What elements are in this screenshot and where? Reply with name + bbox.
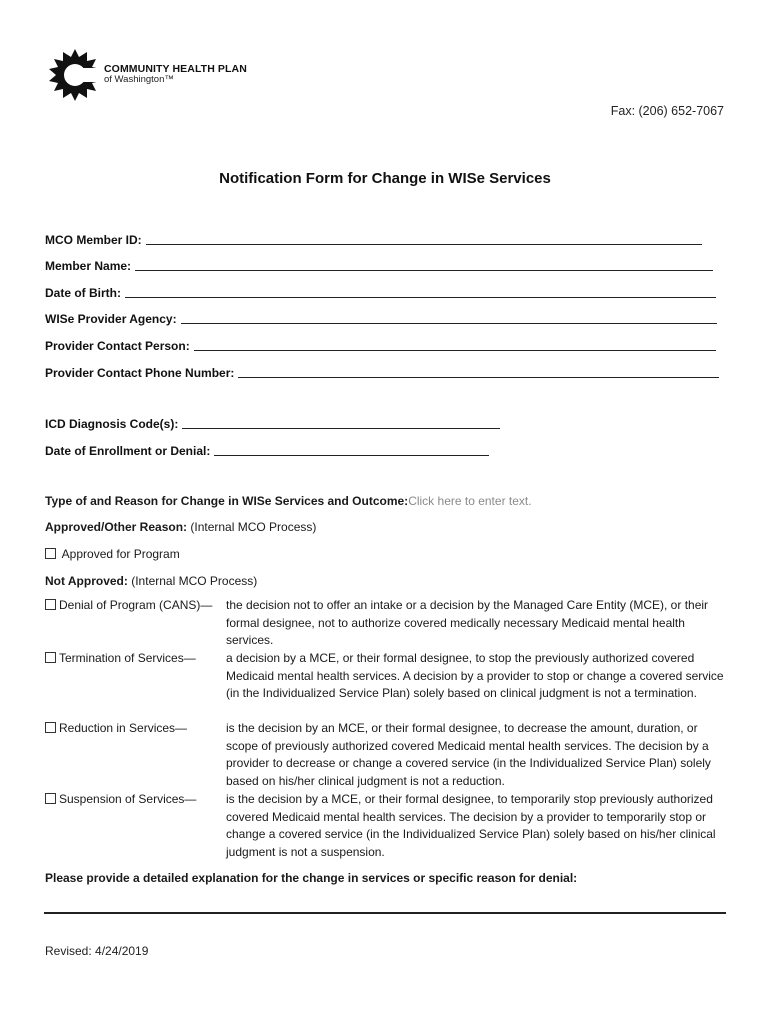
blank-line[interactable] — [214, 455, 489, 456]
denial-label: Denial of Program (CANS)— — [59, 598, 213, 612]
reduction-in-services-option[interactable] — [45, 721, 187, 735]
suspension-label: Suspension of Services— — [59, 792, 197, 806]
icd-diagnosis-code-field[interactable] — [45, 415, 500, 431]
denial-definition: the decision not to offer an intake or a decision by the Managed Care Entity (MCE), or their formal designee, not to authorize covered medically necessary Medicaid mental health services. — [226, 598, 709, 647]
suspension-definition: is the decision by a MCE, or their formal designee, to temporarily stop previously authorized covered Medicaid mental health services. The decision by a provider to temporarily stop or change a covered service (in the Individualized Service Plan) solely based on his/her clinical judgment is not a suspension. — [226, 792, 716, 859]
blank-line[interactable] — [238, 377, 719, 378]
field-label: Provider Contact Phone Number: — [45, 366, 235, 380]
provider-contact-person-field[interactable] — [45, 337, 716, 353]
blank-line[interactable] — [194, 350, 716, 351]
logo-wordmark — [104, 64, 247, 85]
field-label: Date of Enrollment or Denial: — [45, 444, 211, 458]
denial-of-program-option[interactable] — [45, 598, 212, 612]
approved-note: (Internal MCO Process) — [187, 520, 317, 534]
type-reason-label: Type of and Reason for Change in WISe Services and Outcome: — [45, 494, 409, 508]
suspension-checkbox[interactable] — [45, 793, 56, 804]
field-label: Date of Birth: — [45, 286, 121, 300]
reduction-label: Reduction in Services— — [59, 721, 188, 735]
approved-label: Approved/Other Reason: — [45, 520, 188, 534]
revised-date: Revised: 4/24/2019 — [45, 944, 149, 958]
denial-checkbox[interactable] — [45, 599, 56, 610]
explanation-prompt: Please provide a detailed explanation for the change in services or specific reason for denial: — [45, 871, 578, 885]
not-approved-heading — [45, 574, 257, 588]
blank-line[interactable] — [135, 270, 713, 271]
blank-line[interactable] — [182, 428, 500, 429]
blank-line[interactable] — [181, 323, 717, 324]
type-reason-input[interactable]: Click here to enter text. — [408, 494, 532, 508]
blank-line[interactable] — [146, 244, 702, 245]
date-of-enrollment-field[interactable] — [45, 442, 489, 458]
explanation-line[interactable] — [44, 912, 726, 914]
community-health-plan-logo-icon — [44, 46, 106, 104]
field-label: ICD Diagnosis Code(s): — [45, 417, 179, 431]
not-approved-note: (Internal MCO Process) — [127, 574, 258, 588]
date-of-birth-field[interactable] — [45, 284, 716, 300]
member-name-field[interactable] — [45, 257, 713, 273]
approved-option-label: Approved for Program — [61, 547, 180, 561]
suspension-of-services-option[interactable] — [45, 792, 196, 806]
termination-label: Termination of Services— — [59, 651, 196, 665]
termination-checkbox[interactable] — [45, 652, 56, 663]
termination-of-services-option[interactable] — [45, 651, 196, 665]
not-approved-label: Not Approved: — [45, 574, 128, 588]
blank-line[interactable] — [125, 297, 716, 298]
type-reason-row — [45, 494, 532, 508]
wise-provider-agency-field[interactable] — [45, 310, 717, 326]
field-label: MCO Member ID: — [45, 233, 142, 247]
approved-heading — [45, 520, 316, 534]
provider-contact-phone-field[interactable] — [45, 364, 719, 380]
reduction-definition: is the decision by an MCE, or their formal designee, to decrease the amount, duration, or scope of previously authorized covered Medicaid mental health services. The decision by a provider to decrease or change a covered service (in the Individualized Service Plan) solely based on his/her clinical judgment is not a reduction. — [226, 721, 711, 788]
org-subtitle: of Washington™ — [104, 74, 174, 86]
termination-definition: a decision by a MCE, or their formal designee, to stop the previously authorized covered Medicaid mental health services. A decision by a provider to stop or change a covered service (in the Individualized Service Plan) solely based on clinical judgment is not a termination. — [226, 651, 724, 700]
field-label: Member Name: — [45, 259, 132, 273]
approved-checkbox[interactable] — [45, 548, 56, 559]
field-label: WISe Provider Agency: — [45, 312, 177, 326]
form-title: Notification Form for Change in WISe Services — [219, 170, 551, 187]
mco-member-id-field[interactable] — [45, 231, 702, 247]
org-name: COMMUNITY HEALTH PLAN — [104, 63, 247, 75]
fax-number: Fax: (206) 652-7067 — [610, 104, 724, 118]
reduction-checkbox[interactable] — [45, 722, 56, 733]
approved-for-program-option[interactable] — [45, 547, 180, 561]
field-label: Provider Contact Person: — [45, 339, 190, 353]
